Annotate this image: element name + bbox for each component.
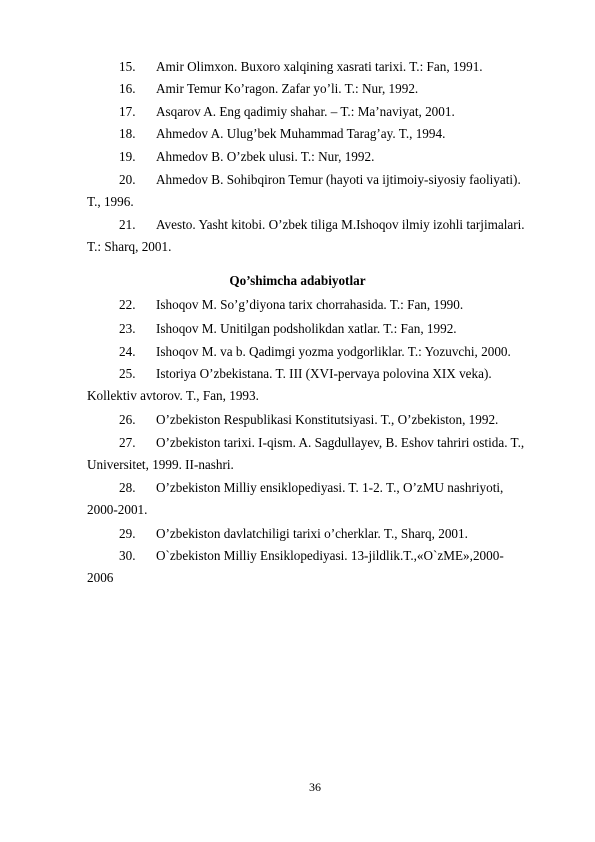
entry-number: 24. bbox=[119, 344, 136, 359]
page-number: 36 bbox=[309, 780, 321, 794]
reference-entry-28 bbox=[87, 477, 547, 520]
entry-text: Amir Temur Ko’ragon. Zafar yo’li. T.: Nur, 1992. bbox=[156, 81, 419, 96]
entry-continuation: 2000-2001. bbox=[87, 501, 148, 517]
entry-number: 30. bbox=[119, 548, 136, 563]
reference-entry-30 bbox=[87, 545, 547, 588]
reference-entry-26 bbox=[87, 409, 547, 431]
entry-continuation: 2006 bbox=[87, 569, 114, 585]
reference-entry-22 bbox=[87, 294, 547, 316]
entry-text: Ishoqov M. Unitilgan podsholikdan xatlar. T.: Fan, 1992. bbox=[156, 321, 457, 336]
reference-entry-29 bbox=[87, 523, 547, 545]
reference-entry-19 bbox=[87, 146, 547, 168]
entry-number: 27. bbox=[119, 435, 136, 450]
reference-entry-21 bbox=[87, 214, 547, 257]
entry-text: Ahmedov B. O’zbek ulusi. T.: Nur, 1992. bbox=[156, 149, 375, 164]
entry-text: O’zbekiston Respublikasi Konstitutsiyasi. T., O’zbekiston, 1992. bbox=[156, 412, 499, 427]
reference-entry-23 bbox=[87, 318, 547, 340]
entry-number: 20. bbox=[119, 172, 136, 187]
entry-number: 17. bbox=[119, 104, 136, 119]
reference-entry-27 bbox=[87, 432, 547, 475]
entry-text: Asqarov A. Eng qadimiy shahar. – T.: Ma’naviyat, 2001. bbox=[156, 104, 455, 119]
entry-number: 29. bbox=[119, 526, 136, 541]
reference-entry-15 bbox=[87, 56, 547, 78]
entry-text: O’zbekiston davlatchiligi tarixi o’cherklar. T., Sharq, 2001. bbox=[156, 526, 468, 541]
entry-number: 19. bbox=[119, 149, 136, 164]
entry-number: 22. bbox=[119, 297, 136, 312]
reference-entry-24 bbox=[87, 341, 547, 363]
entry-text: Avesto. Yasht kitobi. O’zbek tiliga M.Ishoqov ilmiy izohli tarjimalari. bbox=[156, 217, 525, 232]
entry-text: Ahmedov A. Ulug’bek Muhammad Tarag’ay. T., 1994. bbox=[156, 126, 446, 141]
entry-text: O’zbekiston tarixi. I-qism. A. Sagdullayev, B. Eshov tahriri ostida. T., bbox=[156, 435, 525, 450]
entry-text: O’zbekiston Milliy ensiklopediyasi. T. 1-2. T., O’zMU nashriyoti, bbox=[156, 480, 504, 495]
entry-number: 28. bbox=[119, 480, 136, 495]
reference-entry-17 bbox=[87, 101, 547, 123]
section-heading: Qo’shimcha adabiyotlar bbox=[229, 273, 366, 288]
entry-text: Ishoqov M. So’g’diyona tarix chorrahasida. T.: Fan, 1990. bbox=[156, 297, 464, 312]
entry-text: Ishoqov M. va b. Qadimgi yozma yodgorliklar. T.: Yozuvchi, 2000. bbox=[156, 344, 511, 359]
entry-number: 26. bbox=[119, 412, 136, 427]
entry-number: 21. bbox=[119, 217, 136, 232]
entry-text: Ahmedov B. Sohibqiron Temur (hayoti va ijtimoiy-siyosiy faoliyati). bbox=[156, 172, 521, 187]
entry-number: 16. bbox=[119, 81, 136, 96]
entry-continuation: T.: Sharq, 2001. bbox=[87, 238, 172, 254]
entry-number: 25. bbox=[119, 366, 136, 381]
entry-number: 23. bbox=[119, 321, 136, 336]
reference-entry-25 bbox=[87, 363, 547, 406]
entry-continuation: Kollektiv avtorov. T., Fan, 1993. bbox=[87, 387, 259, 403]
entry-number: 15. bbox=[119, 59, 136, 74]
entry-continuation: T., 1996. bbox=[87, 193, 134, 209]
reference-entry-18 bbox=[87, 123, 547, 145]
reference-entry-20 bbox=[87, 169, 547, 212]
entry-number: 18. bbox=[119, 126, 136, 141]
entry-text: Amir Olimxon. Buxoro xalqining xasrati tarixi. T.: Fan, 1991. bbox=[156, 59, 483, 74]
entry-text: O`zbekiston Milliy Ensiklopediyasi. 13-jildlik.T.,«O`zME»,2000- bbox=[156, 548, 504, 563]
entry-continuation: Universitet, 1999. II-nashri. bbox=[87, 456, 234, 472]
reference-entry-16 bbox=[87, 78, 547, 100]
entry-text: Istoriya O’zbekistana. T. III (XVI-pervaya polovina XIX veka). bbox=[156, 366, 492, 381]
